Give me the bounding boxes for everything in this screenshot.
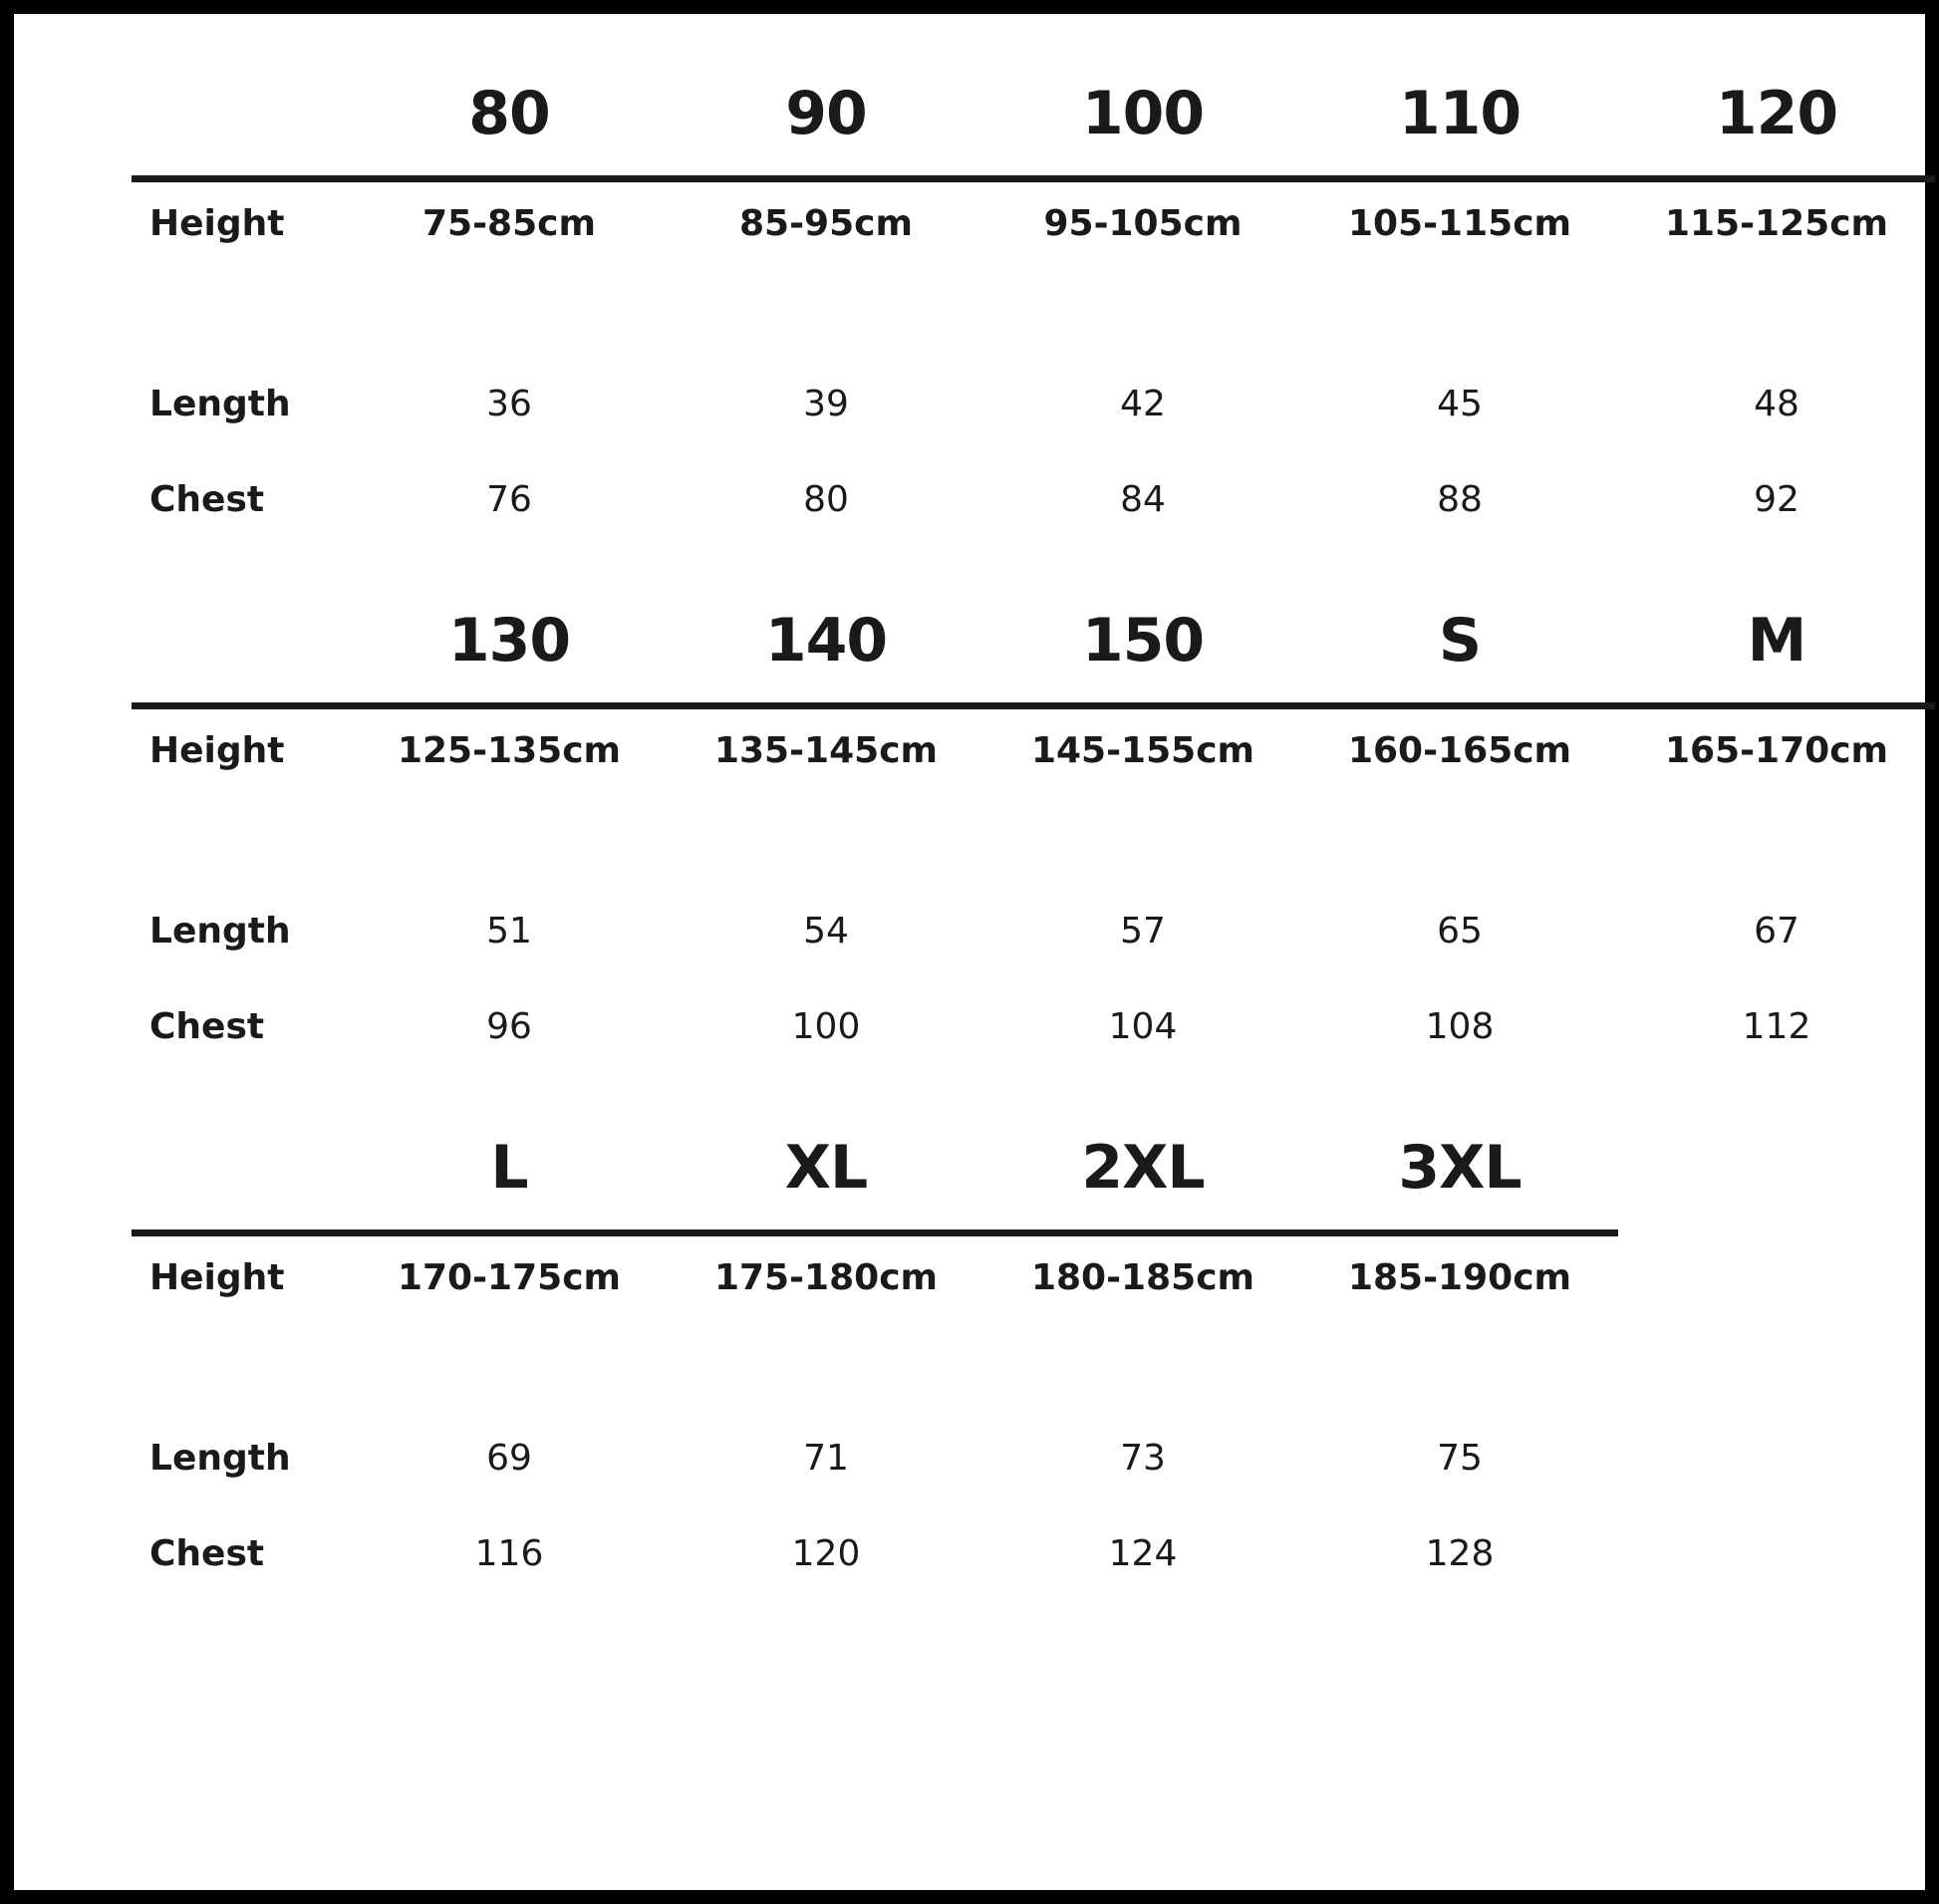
spacer-cell <box>132 264 1935 356</box>
row-label-length: Length <box>149 383 291 424</box>
size-header: 140 <box>764 606 888 676</box>
chest-value: 116 <box>474 1532 544 1574</box>
chest-value: 84 <box>1120 478 1166 520</box>
height-value: 95-105cm <box>1043 202 1243 244</box>
table-row <box>132 1410 1935 1505</box>
table-row <box>132 356 1935 451</box>
header-rule-cell <box>132 1229 1618 1236</box>
size-header: 120 <box>1715 79 1838 148</box>
header-rule-row <box>132 175 1935 182</box>
height-value: 185-190cm <box>1347 1256 1572 1298</box>
row-label-length: Length <box>149 910 291 952</box>
length-value: 42 <box>1120 383 1166 424</box>
height-value-empty <box>1618 1236 1935 1318</box>
size-table-1 <box>132 66 1935 547</box>
height-value: 85-95cm <box>739 202 913 244</box>
height-value: 135-145cm <box>713 729 939 771</box>
chest-value: 100 <box>791 1005 861 1047</box>
spacer-cell <box>132 1318 1935 1410</box>
spacer-row <box>132 791 1935 883</box>
length-value: 48 <box>1754 383 1800 424</box>
length-value: 54 <box>803 910 849 952</box>
size-block-2 <box>14 593 1939 1074</box>
chest-value: 76 <box>486 478 532 520</box>
corner-cell <box>132 593 351 702</box>
header-rule <box>132 702 1935 709</box>
row-label-height: Height <box>149 202 285 244</box>
chest-value: 80 <box>803 478 849 520</box>
row-label-chest: Chest <box>149 478 265 520</box>
table-row <box>132 1236 1935 1318</box>
table-row-sizes <box>132 1120 1935 1229</box>
header-rule <box>132 175 1935 182</box>
height-value: 170-175cm <box>397 1256 622 1298</box>
row-label-chest: Chest <box>149 1532 265 1574</box>
chest-value: 108 <box>1425 1005 1495 1047</box>
size-header: 90 <box>785 79 867 148</box>
height-value: 105-115cm <box>1347 202 1572 244</box>
size-header: 150 <box>1081 606 1205 676</box>
table-row <box>132 182 1935 264</box>
size-header: 2XL <box>1081 1133 1205 1203</box>
corner-cell <box>132 1120 351 1229</box>
table-row-sizes <box>132 66 1935 175</box>
height-value: 160-165cm <box>1347 729 1572 771</box>
length-value: 69 <box>486 1437 532 1479</box>
chest-value: 92 <box>1754 478 1800 520</box>
chest-value: 112 <box>1742 1005 1811 1047</box>
height-value: 125-135cm <box>397 729 622 771</box>
header-rule <box>132 1229 1618 1236</box>
header-rule-cell <box>132 175 1935 182</box>
size-chart-frame <box>14 14 1925 1890</box>
size-header: 100 <box>1081 79 1205 148</box>
length-value: 36 <box>486 383 532 424</box>
height-value: 180-185cm <box>1030 1256 1255 1298</box>
spacer-row <box>132 1318 1935 1410</box>
length-value: 57 <box>1120 910 1166 952</box>
chest-value: 104 <box>1108 1005 1178 1047</box>
chest-value: 124 <box>1108 1532 1178 1574</box>
height-value: 175-180cm <box>713 1256 939 1298</box>
row-label-chest: Chest <box>149 1005 265 1047</box>
length-value: 45 <box>1437 383 1483 424</box>
length-value: 39 <box>803 383 849 424</box>
length-value: 65 <box>1437 910 1483 952</box>
table-row <box>132 978 1935 1074</box>
header-rule-gap <box>1618 1229 1935 1236</box>
length-value: 51 <box>486 910 532 952</box>
chest-value: 88 <box>1437 478 1483 520</box>
row-label-length: Length <box>149 1437 291 1479</box>
chest-value: 120 <box>791 1532 861 1574</box>
row-label-height: Height <box>149 1256 285 1298</box>
chest-value: 128 <box>1425 1532 1495 1574</box>
row-label-height: Height <box>149 729 285 771</box>
chest-value-empty <box>1618 1505 1935 1601</box>
size-header: L <box>490 1133 528 1203</box>
size-header: M <box>1747 606 1806 676</box>
height-value: 75-85cm <box>422 202 596 244</box>
size-header: 80 <box>468 79 550 148</box>
size-block-1 <box>14 66 1939 547</box>
length-value: 67 <box>1754 910 1800 952</box>
height-value: 115-125cm <box>1664 202 1889 244</box>
size-header: XL <box>784 1133 868 1203</box>
height-value: 145-155cm <box>1030 729 1255 771</box>
table-row-sizes <box>132 593 1935 702</box>
size-block-3 <box>14 1120 1939 1601</box>
size-header: 3XL <box>1398 1133 1522 1203</box>
length-value: 73 <box>1120 1437 1166 1479</box>
length-value-empty <box>1618 1410 1935 1505</box>
size-chart-sheet <box>14 14 1925 1890</box>
header-rule-row <box>132 1229 1935 1236</box>
table-row <box>132 709 1935 791</box>
chest-value: 96 <box>486 1005 532 1047</box>
table-row <box>132 883 1935 978</box>
table-row <box>132 1505 1935 1601</box>
height-value: 165-170cm <box>1664 729 1889 771</box>
spacer-row <box>132 264 1935 356</box>
size-header-empty <box>1618 1120 1935 1229</box>
table-row <box>132 451 1935 547</box>
size-header: 110 <box>1398 79 1522 148</box>
header-rule-cell <box>132 702 1935 709</box>
size-header: S <box>1438 606 1482 676</box>
length-value: 71 <box>803 1437 849 1479</box>
length-value: 75 <box>1437 1437 1483 1479</box>
size-table-2 <box>132 593 1935 1074</box>
header-rule-row <box>132 702 1935 709</box>
corner-cell <box>132 66 351 175</box>
size-header: 130 <box>447 606 571 676</box>
spacer-cell <box>132 791 1935 883</box>
size-table-3 <box>132 1120 1935 1601</box>
